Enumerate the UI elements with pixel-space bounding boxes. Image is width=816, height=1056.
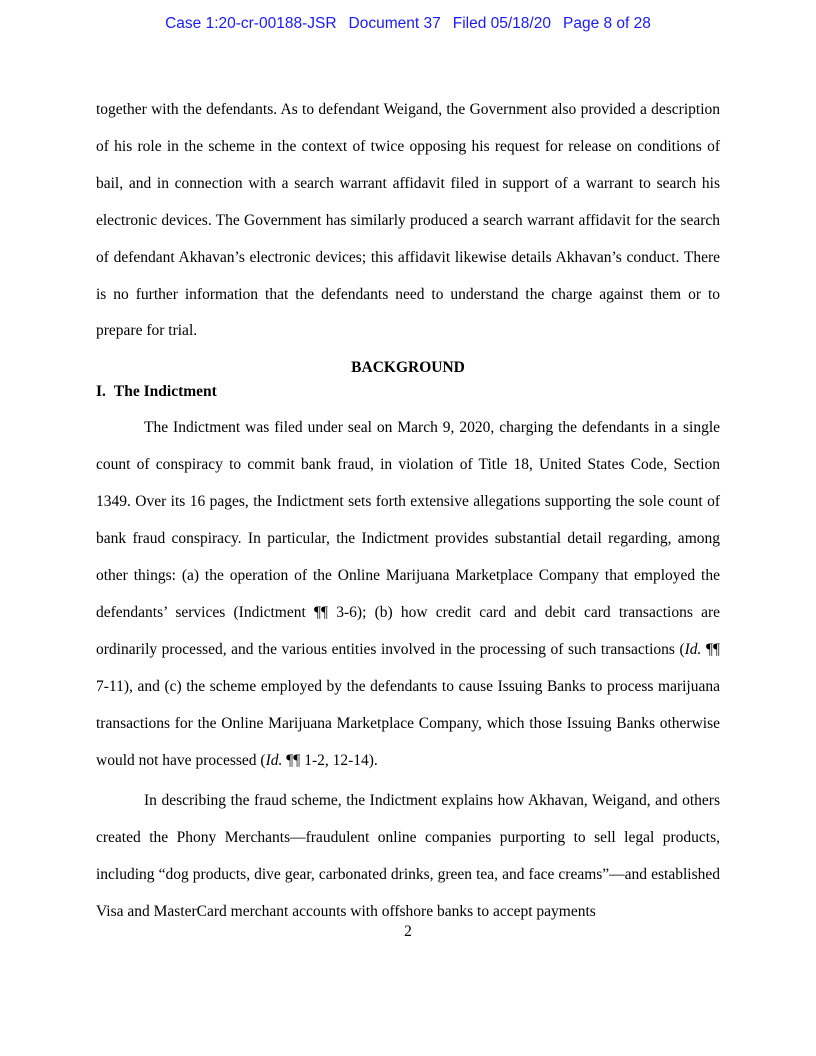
section-number: I. <box>96 383 106 401</box>
paragraph-indictment-text-a: The Indictment was filed under seal on March 9, 2020, charging the defendants in a single count of conspiracy to commit bank fraud, in violation of Title 18, United States Code, Section 1349. Over its 16 pages, the Indictment sets forth extensive allegations supporting the sole count of bank fraud conspiracy. In particular, the Indictment provides substantial detail regarding, among other things: (a) the operation of the Online Marijuana Marketplace Company that employed the defendants’ services (Indictment ¶¶ 3-6); (b) how credit card and debit card transactions are ordinarily processed, and the various entities involved in the processing of such transactions ( <box>96 419 720 658</box>
citation-id-1: Id. <box>684 640 702 658</box>
citation-id-2: Id. <box>265 751 283 769</box>
paragraph-continuation: together with the defendants. As to defendant Weigand, the Government also provided a description of his role in the scheme in the context of twice opposing his request for release on conditions of bail, and in connection with a search warrant affidavit filed in support of a warrant to search his electronic devices. The Government has similarly produced a search warrant affidavit for the search of defendant Akhavan’s electronic devices; this affidavit likewise details Akhavan’s conduct. There is no further information that the defendants need to understand the charge against them or to prepare for trial. <box>96 101 720 340</box>
paragraph-fraud-scheme: In describing the fraud scheme, the Indictment explains how Akhavan, Weigand, and others created the Phony Merchants—fraudulent online companies purporting to sell legal products, including “dog products, dive gear, carbonated drinks, green tea, and face creams”—and established Visa and MasterCard merchant accounts with offshore banks to accept payments <box>96 792 720 921</box>
case-header <box>0 14 816 34</box>
document-body <box>96 92 720 931</box>
background-heading: BACKGROUND <box>351 359 465 377</box>
document-number: Document 37 <box>348 15 441 32</box>
page-of-total: Page 8 of 28 <box>562 15 651 32</box>
paragraph-indictment-text-c: ¶¶ 1-2, 12-14). <box>282 751 378 769</box>
paragraph-indictment <box>96 410 720 779</box>
page-number: 2 <box>404 923 412 940</box>
section-heading <box>96 380 720 410</box>
filed-date: Filed 05/18/20 <box>452 15 551 32</box>
case-number: Case 1:20-cr-00188-JSR <box>165 15 337 32</box>
section-title: The Indictment <box>113 383 217 401</box>
paragraph-indictment-text-b: ¶¶ 7-11), and (c) the scheme employed by the defendants to cause Issuing Banks to process marijuana transactions for the Online Marijuana Marketplace Company, which those Issuing Banks otherwise would not have processed ( <box>96 640 721 769</box>
